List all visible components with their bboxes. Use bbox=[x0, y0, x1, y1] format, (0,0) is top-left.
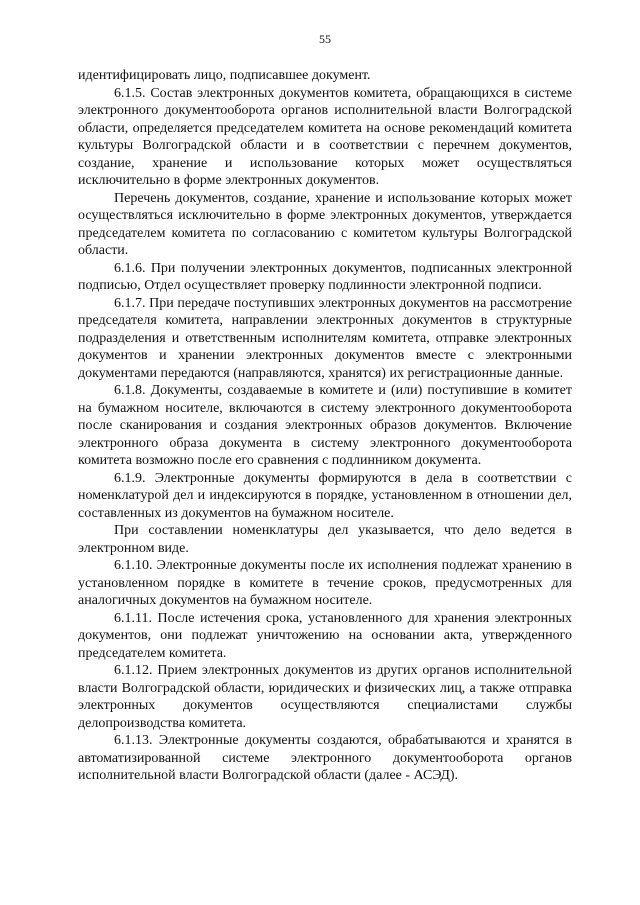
paragraph-p11: 6.1.13. Электронные документы создаются, обрабатываются и хранятся в автоматизированной системе электронного документооборота органов исполнительной власти Волгоградской области (далее - АСЭД). bbox=[78, 733, 572, 783]
paragraph-p1: 6.1.5. Состав электронных документов комитета, обращающихся в системе электронного документооборота органов исполнительной власти Волгоградской области, определяется председателем комитета на основе рекомендаций комитета культуры Волгоградской области и в соответствии с перечнем документов, создание, хранение и использование которых может осуществляться исключительно в форме электронных документов. bbox=[78, 85, 572, 188]
page-number: 55 bbox=[319, 32, 331, 46]
paragraph-p8: 6.1.10. Электронные документы после их исполнения подлежат хранению в установленном порядке в комитете в течение сроков, предусмотренных для аналогичных документов на бумажном носителе. bbox=[78, 558, 572, 608]
paragraph-p6: 6.1.9. Электронные документы формируются в дела в соответствии с номенклатурой дел и индексируются в порядке, установленном в отношении дел, составленных из документов на бумажном носителе. bbox=[78, 470, 572, 521]
document-page bbox=[78, 32, 572, 785]
paragraph-p4: 6.1.7. При передаче поступивших электронных документов на рассмотрение председателя комитета, направлении электронных документов в структурные подразделения и ответственным исполнителям комитета, отправке электронных документов и хранении электронных документов вместе с электронными документами передаются (направляются, хранятся) их регистрационные данные. bbox=[78, 295, 572, 381]
paragraph-p10: 6.1.12. Прием электронных документов из других органов исполнительной власти Волгоградской области, юридических и физических лиц, а также отправка электронных документов осуществляются специалистами службы делопроизводства комитета. bbox=[78, 663, 572, 731]
paragraph-p9: 6.1.11. После истечения срока, установленного для хранения электронных документов, они подлежат уничтожению на основании акта, утвержденного председателем комитета. bbox=[78, 610, 572, 661]
document-body bbox=[78, 67, 572, 785]
paragraph-p2: Перечень документов, создание, хранение и использование которых может осуществляться исключительно в форме электронных документов, утверждается председателем комитета по согласованию с комитетом культуры Волгоградской области. bbox=[78, 190, 572, 258]
paragraph-p0: идентифицировать лицо, подписавшее документ. bbox=[78, 68, 371, 83]
paragraph-p3: 6.1.6. При получении электронных документов, подписанных электронной подписью, Отдел осуществляет проверку подлинности электронной подписи. bbox=[78, 260, 572, 293]
paragraph-p5: 6.1.8. Документы, создаваемые в комитете и (или) поступившие в комитет на бумажном носителе, включаются в систему электронного документооборота после сканирования и создания электронных образов документов. Включение электронного образа документа в систему электронного документооборота комитета возможно после его сравнения с подлинником документа. bbox=[78, 383, 572, 468]
paragraph-p7: При составлении номенклатуры дел указывается, что дело ведется в электронном виде. bbox=[78, 523, 572, 556]
